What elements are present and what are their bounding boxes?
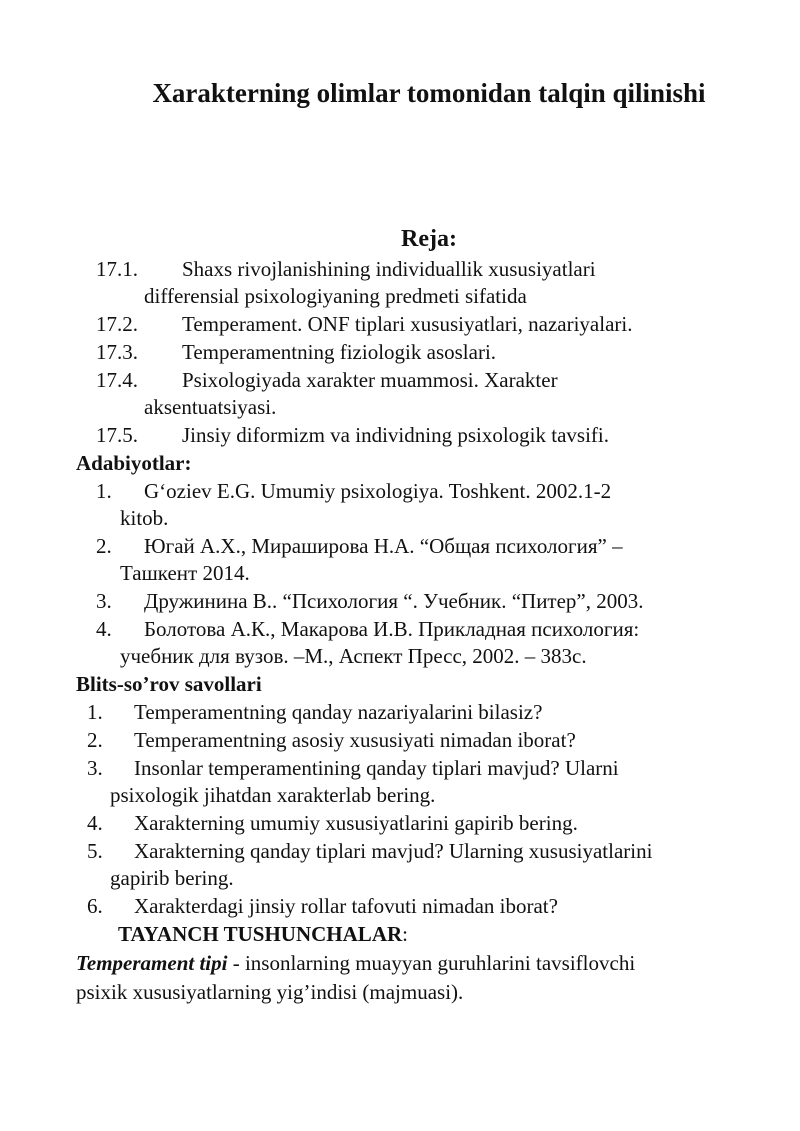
plan-heading: Reja: (401, 226, 457, 252)
term-definition-cont: psixik xususiyatlarning yig’indisi (majmuasi). (76, 980, 464, 1004)
question-number: 5. (87, 839, 103, 863)
key-terms-heading: TAYANCH TUSHUNCHALAR (118, 922, 403, 946)
literature-item-number: 1. (96, 479, 112, 503)
term-definition: - insonlarning muayyan guruhlarini tavsiflovchi (227, 951, 636, 975)
page-title: Xarakterning olimlar tomonidan talqin qilinishi (152, 78, 706, 108)
plan-item-number: 17.4. (96, 368, 138, 392)
plan-item-number: 17.5. (96, 423, 138, 447)
literature-item-text: Югай А.Х., Мираширова Н.А. “Общая психология” – (144, 534, 623, 558)
literature-item-text: G‘oziev E.G. Umumiy psixologiya. Toshkent. 2002.1-2 (144, 479, 612, 503)
literature-item-number: 4. (96, 617, 112, 641)
plan-item-text-cont: aksentuatsiyasi. (144, 395, 277, 419)
question-number: 6. (87, 894, 103, 918)
literature-item-text: Болотова А.К., Макарова И.В. Прикладная психология: (144, 617, 640, 641)
literature-item-text: Дружинина В.. “Психология “. Учебник. “Питер”, 2003. (144, 589, 644, 613)
question-number: 2. (87, 728, 103, 752)
key-terms-heading-row (118, 921, 408, 947)
question-text: Temperamentning qanday nazariyalarini bilasiz? (134, 700, 543, 724)
literature-item-text-cont: kitob. (120, 506, 169, 530)
question-text: Xarakterning umumiy xususiyatlarini gapirib bering. (134, 811, 578, 835)
question-text: Xarakterdagi jinsiy rollar tafovuti nimadan iborat? (134, 894, 558, 918)
term-name: Temperament tipi (76, 951, 228, 975)
question-number: 3. (87, 756, 103, 780)
question-number: 4. (87, 811, 103, 835)
plan-item-text: Jinsiy diformizm va individning psixologik tavsifi. (182, 423, 609, 447)
plan-item-number: 17.3. (96, 340, 138, 364)
literature-heading: Adabiyotlar: (76, 451, 192, 475)
question-text: Insonlar temperamentining qanday tiplari mavjud? Ularni (134, 756, 619, 780)
question-number: 1. (87, 700, 103, 724)
literature-item-text-cont: учебник для вузов. –М., Аспект Пресс, 2002. – 383с. (120, 644, 587, 668)
literature-item-number: 3. (96, 589, 112, 613)
term-definition-row (76, 950, 635, 976)
plan-item-text: Temperament. ONF tiplari xususiyatlari, nazariyalari. (182, 312, 633, 336)
plan-item-text: Psixologiyada xarakter muammosi. Xarakter (182, 368, 558, 392)
question-text-cont: gapirib bering. (110, 866, 234, 890)
question-text: Temperamentning asosiy xususiyati nimadan iborat? (134, 728, 576, 752)
question-text: Xarakterning qanday tiplari mavjud? Ularning xususiyatlarini (134, 839, 653, 863)
plan-item-number: 17.2. (96, 312, 138, 336)
plan-item-text-cont: differensial psixologiyaning predmeti sifatida (144, 284, 527, 308)
question-text-cont: psixologik jihatdan xarakterlab bering. (110, 783, 436, 807)
key-terms-colon: : (402, 922, 408, 946)
literature-item-number: 2. (96, 534, 112, 558)
literature-item-text-cont: Ташкент 2014. (120, 561, 250, 585)
questions-heading: Blits-so’rov savollari (76, 672, 262, 696)
plan-item-text: Temperamentning fiziologik asoslari. (182, 340, 497, 364)
plan-item-number: 17.1. (96, 257, 138, 281)
plan-item-text: Shaxs rivojlanishining individuallik xususiyatlari (182, 257, 596, 281)
